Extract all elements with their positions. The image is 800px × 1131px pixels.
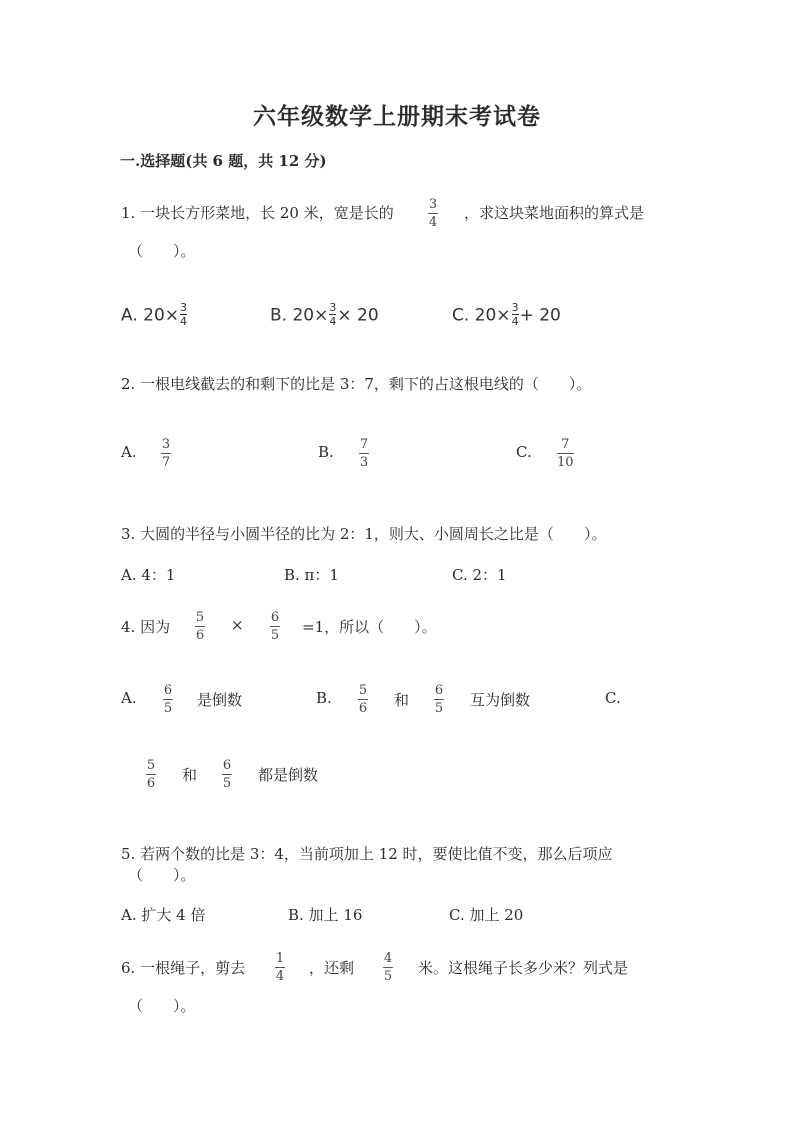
question-3-text: 3. 大圆的半径与小圆半径的比为 2：1，则大、小圆周长之比是（ ）。: [121, 525, 607, 543]
question-2-option-c-fraction: 7 10: [557, 437, 574, 470]
question-6-text-cont: ，还剩: [309, 959, 355, 977]
question-3-option-a[interactable]: A. 4：1: [121, 566, 176, 584]
question-4-option-c-fraction-1: 5 6: [146, 758, 156, 791]
question-1-option-c[interactable]: C. 20× $\frac{3}{4}$ + 20: [452, 301, 561, 328]
question-4-text: 4. 因为: [121, 618, 171, 636]
question-4-option-c-and: 和: [182, 766, 198, 784]
page-title: 六年级数学上册期末考试卷: [253, 103, 541, 130]
question-1-fraction: 3 4: [428, 197, 438, 230]
question-2-option-a-label[interactable]: A.: [121, 443, 137, 461]
question-4-option-b-fraction-2: 6 5: [434, 683, 444, 716]
question-4-option-b-label[interactable]: B.: [316, 689, 332, 707]
question-4-option-b-fraction-1: 5 6: [358, 683, 368, 716]
question-1-text-cont: ，求这块菜地面积的算式是: [464, 204, 645, 222]
question-4-option-b-and: 和: [394, 691, 410, 709]
question-6-blank: （ ）。: [128, 997, 196, 1015]
question-5-option-c[interactable]: C. 加上 20: [449, 906, 524, 924]
question-4-option-a-fraction: 6 5: [163, 683, 173, 716]
question-6-text: 6. 一根绳子，剪去: [121, 959, 246, 977]
question-5-blank: （ ）。: [128, 866, 196, 884]
question-2-option-b-label[interactable]: B.: [318, 443, 334, 461]
question-1-option-a[interactable]: A. 20× $\frac{3}{4}$: [121, 301, 188, 328]
question-2-option-b-fraction: 7 3: [359, 437, 369, 470]
question-4-text-cont: =1，所以（ ）。: [302, 618, 437, 636]
question-6-text-end: 米。这根绳子长多少米？列式是: [418, 959, 629, 977]
question-4-option-c-label[interactable]: C.: [605, 689, 621, 707]
question-6-fraction-2: 4 5: [383, 951, 393, 984]
question-5-option-a[interactable]: A. 扩大 4 倍: [121, 906, 206, 924]
question-2-text: 2. 一根电线截去的和剩下的比是 3：7，剩下的占这根电线的（ ）。: [121, 375, 592, 393]
question-1-option-b[interactable]: B. 20× $\frac{3}{4}$ × 20: [270, 301, 379, 328]
question-4-option-c-text: 都是倒数: [258, 766, 319, 784]
question-3-option-b[interactable]: B. π：1: [284, 566, 339, 584]
question-1-text: 1. 一块长方形菜地，长 20 米，宽是长的: [121, 204, 394, 222]
section-heading: 一.选择题(共 6 题，共 12 分): [120, 152, 327, 170]
question-1-blank: （ ）。: [128, 242, 196, 260]
question-6-fraction-1: 1 4: [275, 951, 285, 984]
question-4-option-b-text: 互为倒数: [470, 691, 531, 709]
question-4-option-a-label[interactable]: A.: [121, 689, 137, 707]
question-5-text: 5. 若两个数的比是 3：4，当前项加上 12 时，要使比值不变，那么后项应: [121, 845, 613, 863]
question-2-option-a-fraction: 3 7: [161, 437, 171, 470]
question-4-fraction-1: 5 6: [195, 610, 205, 643]
question-4-fraction-2: 6 5: [270, 610, 280, 643]
question-4-times-sign: ×: [231, 616, 244, 634]
question-4-option-c-fraction-2: 6 5: [222, 758, 232, 791]
question-3-option-c[interactable]: C. 2：1: [452, 566, 507, 584]
question-5-option-b[interactable]: B. 加上 16: [288, 906, 363, 924]
question-4-option-a-text: 是倒数: [197, 691, 243, 709]
question-2-option-c-label[interactable]: C.: [516, 443, 532, 461]
